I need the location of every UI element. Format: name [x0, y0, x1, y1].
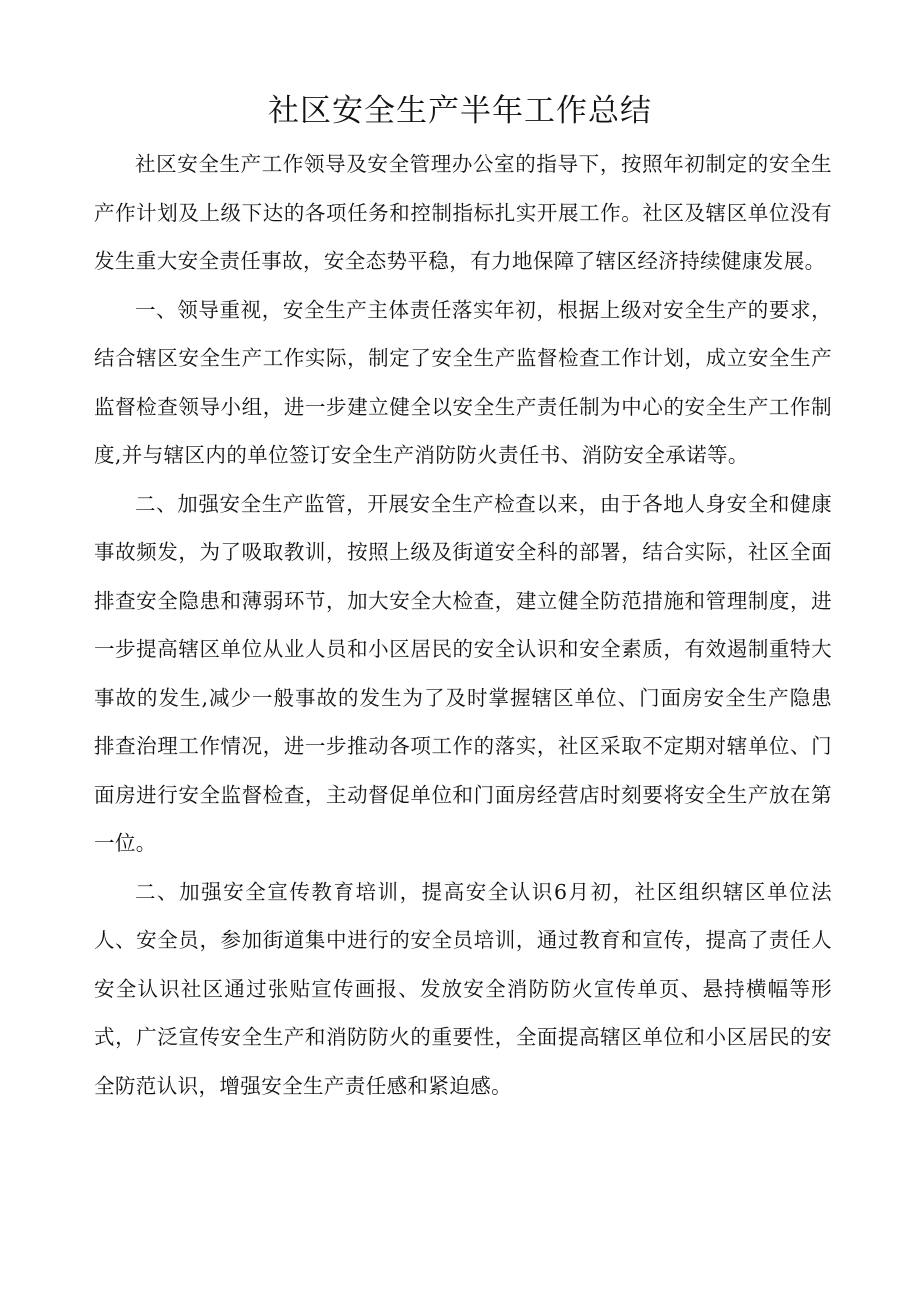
paragraph-intro: 社区安全生产工作领导及安全管理办公室的指导下，按照年初制定的安全生产作计划及上级下达的各项任务和控制指标扎实开展工作。社区及辖区单位没有发生重大安全责任事故，安全态势平稳，有力地保障了辖区经济持续健康发展。: [94, 152, 832, 273]
paragraph-leadership: 一、领导重视，安全生产主体责任落实年初，根据上级对安全生产的要求，结合辖区安全生产工作实际，制定了安全生产监督检查工作计划，成立安全生产监督检查领导小组，进一步建立健全以安全生产责任制为中心的安全生产工作制度,并与辖区内的单位签订安全生产消防防火责任书、消防安全承诺等。: [94, 297, 832, 467]
document-title: 社区安全生产半年工作总结: [268, 93, 652, 129]
paragraph-supervision: 二、加强安全生产监管，开展安全生产检查以来，由于各地人身安全和健康事故频发，为了吸取教训，按照上级及街道安全科的部署，结合实际，社区全面排查安全隐患和薄弱环节，加大安全大检查，建立健全防范措施和管理制度，进一步提高辖区单位从业人员和小区居民的安全认识和安全素质，有效遏制重特大事故的发生,减少一般事故的发生为了及时掌握辖区单位、门面房安全生产隐患排查治理工作情况，进一步推动各项工作的落实，社区采取不定期对辖单位、门面房进行安全监督检查，主动督促单位和门面房经营店时刻要将安全生产放在第一位。: [94, 491, 832, 855]
document-body: [94, 140, 832, 1110]
paragraph-education: 二、加强安全宣传教育培训，提高安全认识6月初，社区组织辖区单位法人、安全员，参加街道集中进行的安全员培训，通过教育和宣传，提高了责任人安全认识社区通过张贴宣传画报、发放安全消防防火宣传单页、悬持横幅等形式，广泛宣传安全生产和消防防火的重要性，全面提高辖区单位和小区居民的安全防范认识，增强安全生产责任感和紧迫感。: [94, 879, 832, 1098]
